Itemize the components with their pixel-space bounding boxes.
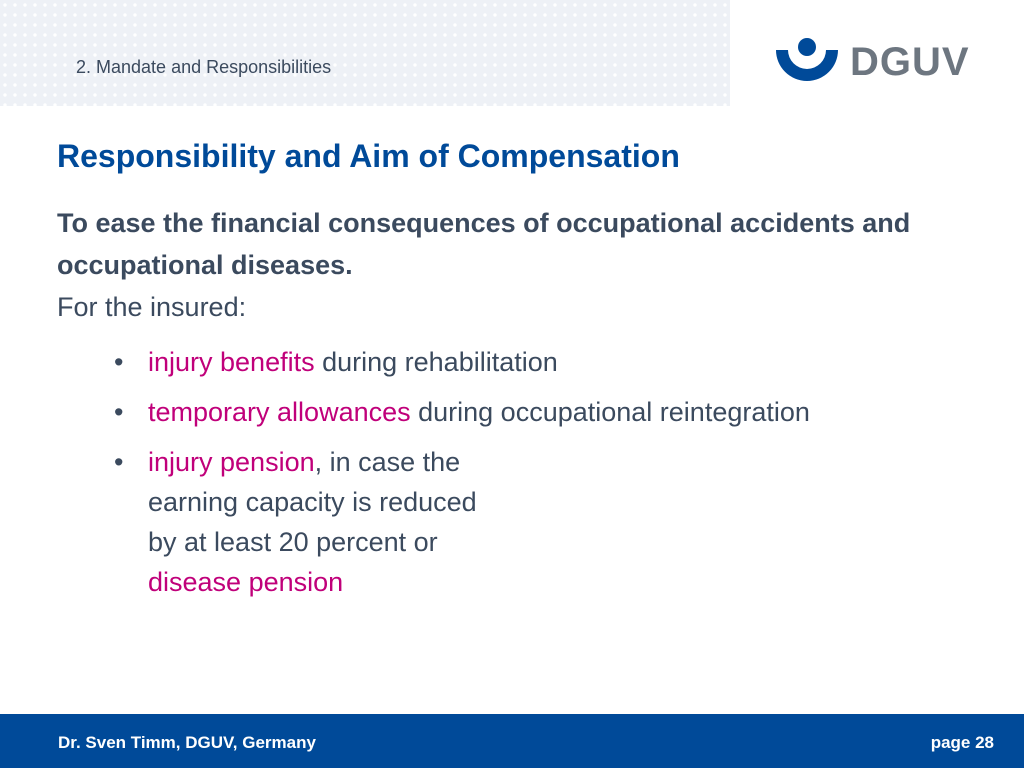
benefit-text: during occupational reintegration — [410, 397, 810, 427]
benefit-text-line2: earning capacity is reduced — [148, 487, 477, 517]
footer-author: Dr. Sven Timm, DGUV, Germany — [58, 733, 316, 752]
section-label: 2. Mandate and Responsibilities — [76, 57, 332, 77]
page-number: page 28 — [930, 733, 994, 752]
list-item — [114, 392, 814, 432]
benefit-highlight: temporary allowances — [148, 397, 411, 427]
benefit-highlight: injury pension — [148, 447, 315, 477]
benefit-text: during rehabilitation — [314, 347, 558, 377]
dguv-logo — [772, 36, 972, 88]
slide-title: Responsibility and Aim of Compensation — [57, 138, 680, 174]
footer-bar — [0, 714, 1024, 768]
logo-text: DGUV — [850, 40, 970, 84]
benefits-list — [114, 342, 814, 612]
benefit-text-line3: by at least 20 percent or — [148, 527, 438, 557]
list-item — [114, 442, 814, 602]
lead-statement: To ease the financial consequences of occupational accidents and occupational diseases. — [57, 208, 911, 280]
header-band — [0, 0, 730, 106]
bullet-icon: • — [114, 447, 124, 477]
dguv-logo-icon — [772, 36, 842, 88]
bullet-icon: • — [114, 397, 124, 427]
benefit-text: , in case the — [314, 447, 461, 477]
benefit-highlight-2: disease pension — [148, 567, 344, 597]
bullet-icon: • — [114, 347, 124, 377]
for-insured-label: For the insured: — [57, 292, 247, 322]
benefit-highlight: injury benefits — [148, 347, 315, 377]
list-item — [114, 342, 814, 382]
